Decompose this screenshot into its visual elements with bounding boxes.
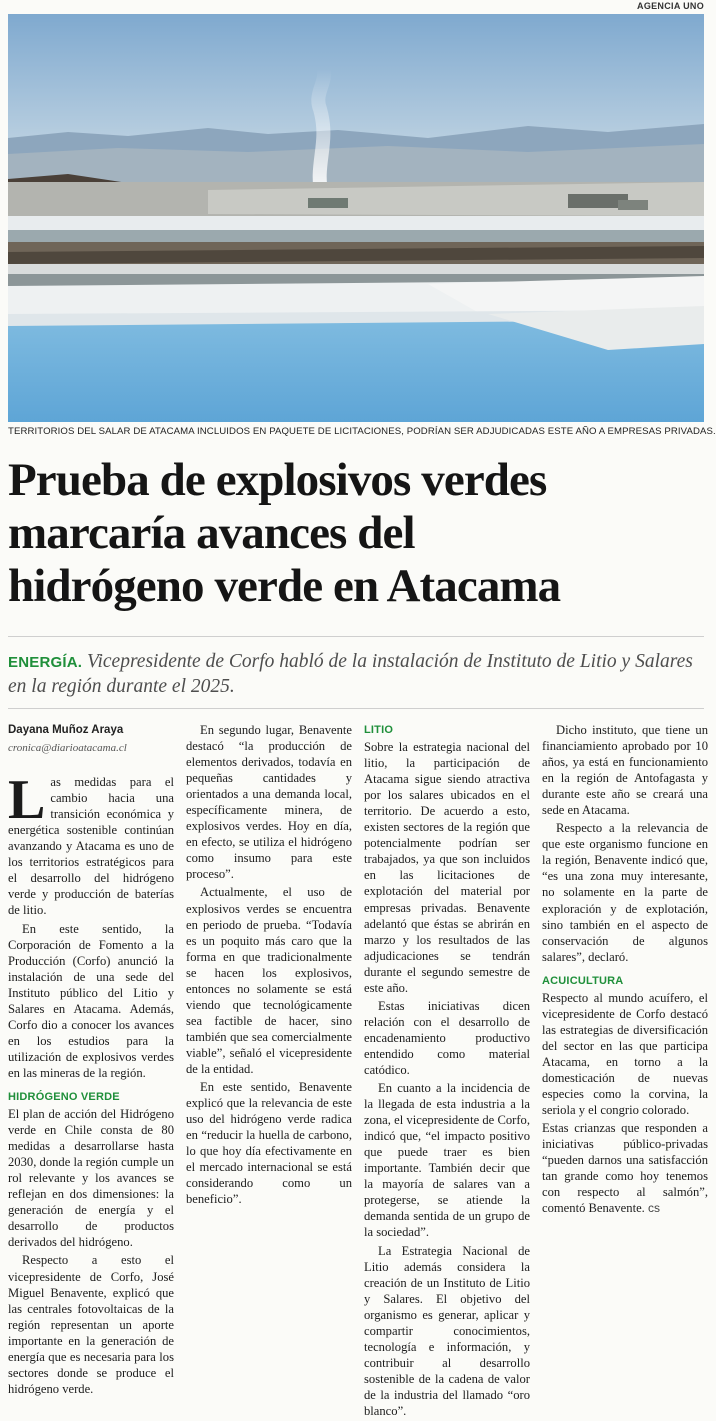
paragraph: Respecto al mundo acuífero, el vicepresidente de Corfo destacó las estrategias de diversificación del sector en las que participa Atacama, en torno a la domesticación de nuevas especies como la corvina, la seriola y el congrio colorado. [542,990,708,1118]
paragraph: En segundo lugar, Benavente destacó “la producción de elementos derivados, todavía en pequeñas cantidades y orientados a una demanda local, específicamente minera, de explosivos verdes. Hoy en día, en efecto, se utiliza el hidrógeno como insumo para este proceso”. [186,723,352,882]
article-column-2 [186,722,352,1209]
divider-rule-bottom [8,708,704,709]
paragraph: En cuanto a la incidencia de la llegada de esta industria a la zona, el vicepresidente de Corfo, indicó que, “el impacto positivo que puede traer es bien importante. También decir que la mayoría de salares van a protegerse, se atiende la demanda sentida de un grupo de la sociedad”. [364,1081,530,1240]
divider-rule-top [8,636,704,637]
paragraph [542,1120,708,1216]
author-name: Dayana Muñoz Araya [8,724,124,736]
paragraph: Respecto a esto el vicepresidente de Corfo, José Miguel Benavente, explicó que las centrales fotovoltaicas de la región representan un aporte importante en la generación de energía que es necesaria para los sectores donde se produce el hidrógeno verde. [8,1253,174,1396]
article-deck [8,650,704,699]
drop-cap: L [8,769,46,832]
author-email[interactable]: cronica@diarioatacama.cl [8,742,127,755]
deck-text: Vicepresidente de Corfo habló de la instalación de Instituto de Litio y Salares en la región durante el 2025. [8,651,693,697]
paragraph-lead [8,769,174,918]
paragraph: Dicho instituto, que tiene un financiamiento aprobado por 10 años, ya está en funcionamiento en la región de Antofagasta y durante este año se creará una sede en Atacama. [542,723,708,818]
photo-credit: AGENCIA UNO [637,1,704,11]
deck-kicker: ENERGÍA. [8,654,83,671]
article-column-4 [542,722,708,1218]
closing-text: Estas crianzas que responden a iniciativas público-privadas “pueden darnos una satisfacción tan grande como hoy tenemos con respecto al salmón”, comentó Benavente. [542,1121,708,1216]
paragraph: Estas iniciativas dicen relación con el desarrollo de encadenamiento productivo entendido como material catódico. [364,998,530,1077]
article-headline [8,454,708,613]
salar-landscape-image [8,14,704,422]
article-column-3 [364,722,530,1421]
salar-photo [8,14,704,422]
end-mark-icon: cs [647,1201,660,1216]
paragraph: Sobre la estrategia nacional del litio, la participación de Atacama sigue siendo atractiva por los salares ubicados en el territorio. De acuerdo a esto, existen sectores de la región que potencialmente podrían ser trabajados, ya que son incluidos en las licitaciones de explotación del material por empresas privadas. Benavente adelantó que éstas se abrirán en marzo y los resultados de las adjudicaciones se tendrán durante el segundo semestre de este año. [364,740,530,995]
lead-text: as medidas para el cambio hacia una transición económica y energética sostenible continúan avanzando y Atacama es uno de los territorios estratégicos para el desarrollo del hidrógeno verde y producción de baterías de litio. [8,775,174,918]
headline-line-1: Prueba de explosivos verdes [8,454,547,506]
paragraph: Actualmente, el uso de explosivos verdes se encuentra en periodo de prueba. “Todavía es un poquito más caro que la forma en que tradicionalmente se hacen los explosivos, entonces no solamente se está viendo que tecnológicamente sea factible de hacer, sino también que sea comercialmente viable”, señaló el vicepresidente de la entidad. [186,885,352,1076]
paragraph: En este sentido, Benavente explicó que la relevancia de este uso del hidrógeno verde radica en “reducir la huella de carbono, lo que hoy día efectivamente en el mercado internacional se está considerando como un beneficio”. [186,1080,352,1207]
photo-credit-bar [0,0,710,14]
paragraph: La Estrategia Nacional de Litio además considera la creación de un Instituto de Litio y Salares. El objetivo del organismo es generar, aplicar y compartir conocimientos, tecnología e información, y contribuir al desarrollo sostenible de la cadena de valor de la industria del llamado “oro blanco”. [364,1243,530,1418]
paragraph: Respecto a la relevancia de que este organismo funcione en la región, Benavente indicó que, “es una zona muy interesante, no solamente en la parte de exploración y de explotación, sino también en el aspecto de conservación de algunos salares”, declaró. [542,821,708,964]
subheading-acuicultura: ACUICULTURA [542,974,624,987]
headline-line-2: marcaría avances del [8,507,415,559]
paragraph: El plan de acción del Hidrógeno verde en Chile consta de 80 medidas a desarrollarse hasta 2030, donde la región cumple un rol relevante y los avances se reflejan en dos dimensiones: la generación de energía y el desarrollo de productos derivados del hidrógeno. [8,1107,174,1250]
paragraph: En este sentido, la Corporación de Fomento a la Producción (Corfo) anunció la instalación de una sede del Instituto público del Litio y Salares en Atacama. Además, Corfo dio a conocer los avances en los estudios para la utilización de explosivos verdes en las mineras de la región. [8,921,174,1080]
subheading-litio: LITIO [364,724,394,736]
subheading-hidrogeno: HIDRÓGENO VERDE [8,1090,120,1103]
photo-caption: TERRITORIOS DEL SALAR DE ATACAMA INCLUIDOS EN PAQUETE DE LICITACIONES, PODRÍAN SER ADJUDICADAS ESTE AÑO A EMPRESAS PRIVADAS. [8,426,716,437]
article-column-1 [8,722,174,1399]
headline-line-3: hidrógeno verde en Atacama [8,560,561,612]
